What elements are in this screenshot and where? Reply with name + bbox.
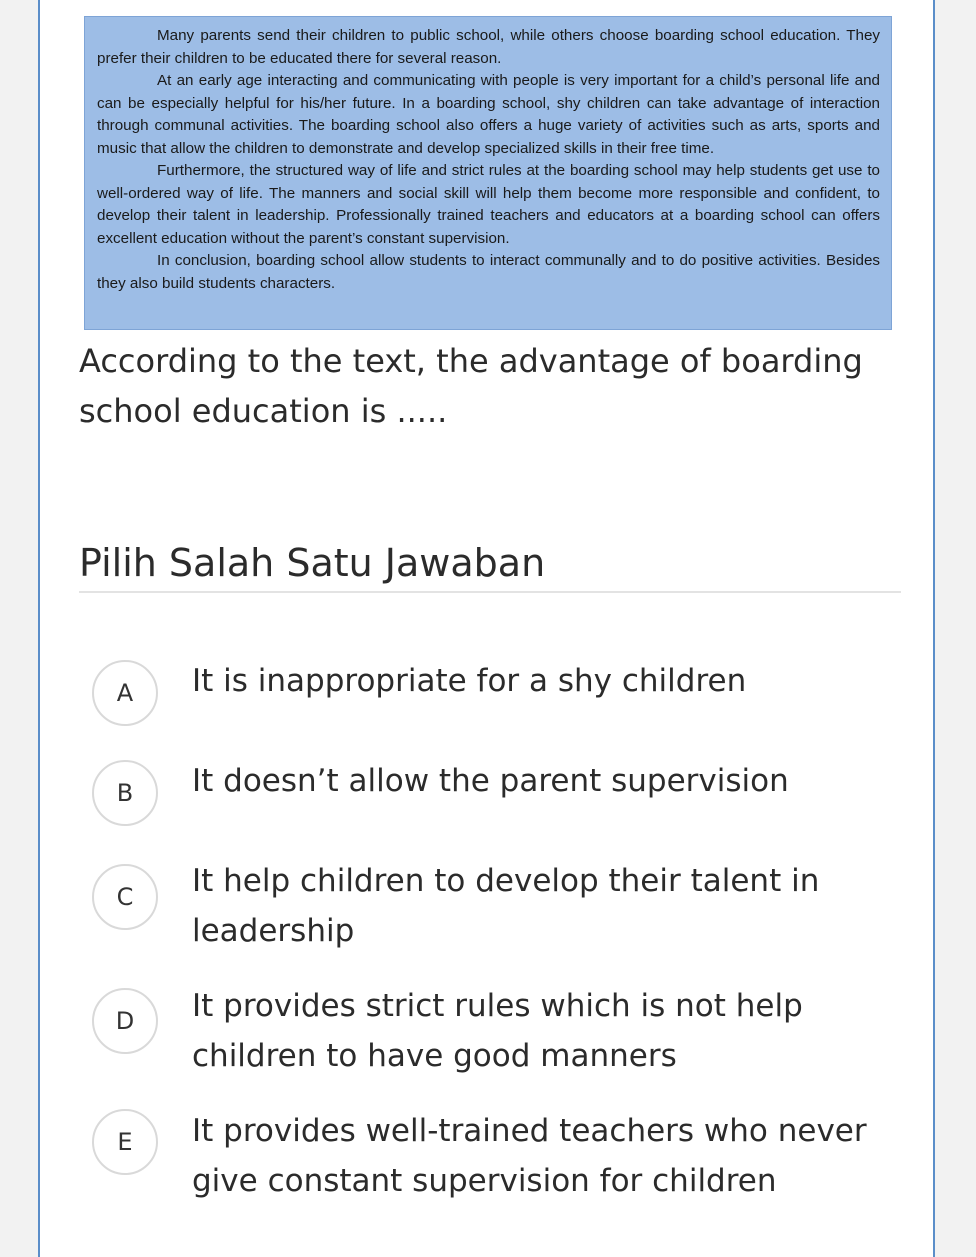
option-letter-circle[interactable]: D: [92, 988, 158, 1054]
option-text[interactable]: It is inappropriate for a shy children: [192, 663, 747, 699]
option-text[interactable]: It provides well-trained teachers who never give constant supervision for children: [192, 1113, 867, 1199]
passage-paragraph: Many parents send their children to public school, while others choose boarding school education. They prefer their children to be educated there for several reason.: [97, 27, 880, 67]
passage-paragraph: At an early age interacting and communicating with people is very important for a child’s personal life and can be especially helpful for his/her future. In a boarding school, shy children can take advantage of interaction through communal activities. The boarding school also offers a huge variety of activities such as arts, sports and music that allow the children to demonstrate and develop specialized skills in their free time.: [97, 72, 880, 157]
option-letter-circle[interactable]: E: [92, 1109, 158, 1175]
passage-paragraph: Furthermore, the structured way of life and strict rules at the boarding school may help students get use to well-ordered way of life. The manners and social skill will help them become more responsible and confident, to develop their talent in leadership. Professionally trained teachers and educators at a boarding school can offers excellent education without the parent’s constant supervision.: [97, 162, 880, 247]
answer-section-title: Pilih Salah Satu Jawaban: [79, 541, 546, 585]
option-text[interactable]: It doesn’t allow the parent supervision: [192, 763, 789, 799]
passage-paragraph: In conclusion, boarding school allow students to interact communally and to do positive activities. Besides they also build students characters.: [97, 252, 880, 292]
option-letter-circle[interactable]: C: [92, 864, 158, 930]
option-letter-circle[interactable]: A: [92, 660, 158, 726]
section-divider: [79, 591, 901, 593]
option-letter-circle[interactable]: B: [92, 760, 158, 826]
option-text[interactable]: It help children to develop their talent in leadership: [192, 863, 820, 949]
question-text: According to the text, the advantage of boarding school education is .....: [79, 342, 863, 430]
question-card: [38, 0, 935, 1257]
option-text[interactable]: It provides strict rules which is not help children to have good manners: [192, 988, 803, 1074]
reading-passage: [84, 16, 892, 330]
